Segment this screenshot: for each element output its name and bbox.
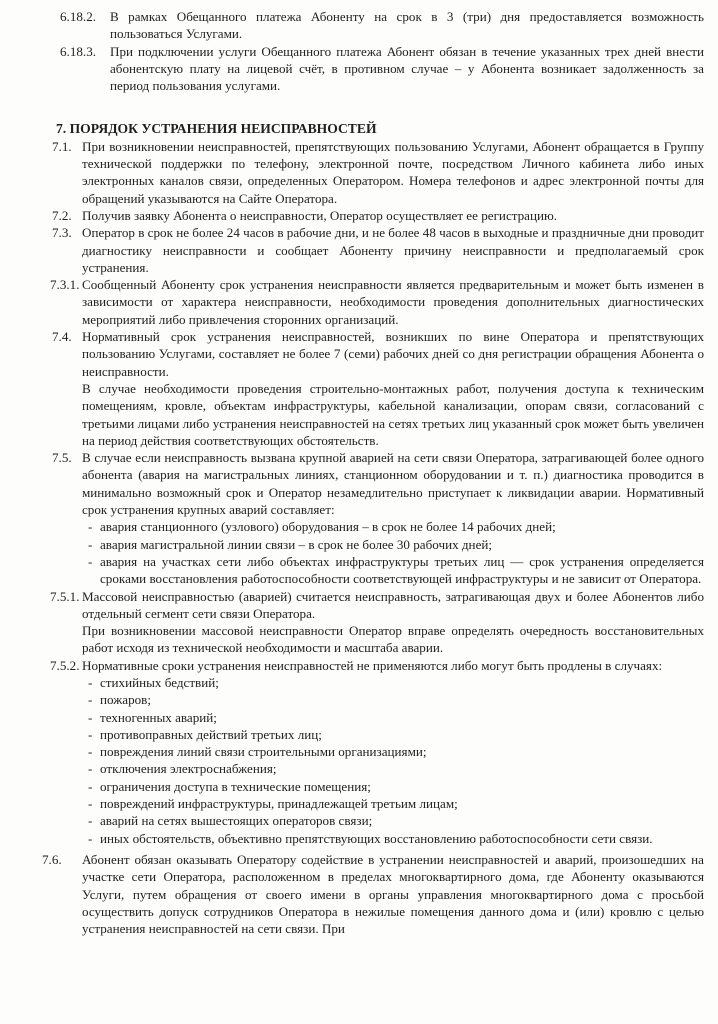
dash-marker: -	[88, 796, 93, 812]
clause-text: Сообщенный Абоненту срок устранения неисправности является предварительным и может быть изменен в зависимости от характера неисправности, необходимости проведения дополнительных диагностических мероприятий либо привлечения сторонних организаций.	[82, 277, 704, 327]
list-item-text: пожаров;	[100, 692, 152, 708]
clause-text: Оператор в срок не более 24 часов в рабочие дни, и не более 48 часов в выходные и праздничные дни проводит диагностику неисправности и сообщает Абоненту причину неисправности и предполагаемый срок устранения.	[82, 225, 704, 275]
clause-text: Нормативный срок устранения неисправностей, возникших по вине Оператора и препятствующих пользованию Услугами, составляет не более 7 (семи) рабочих дней со дня регистрации обращения Абонента о неисправности.	[82, 329, 704, 379]
clause-6-18-2	[60, 8, 704, 43]
list-item	[88, 674, 704, 691]
section-heading	[56, 120, 704, 137]
list-item	[88, 795, 704, 812]
dash-marker: -	[88, 553, 93, 569]
list-item	[88, 691, 704, 708]
clause-text: Получив заявку Абонента о неисправности, Оператор осуществляет ее регистрацию.	[82, 207, 558, 223]
clause-7-6	[42, 851, 704, 937]
dash-marker: -	[88, 519, 93, 535]
list-item-text: техногенных аварий;	[100, 709, 217, 725]
list-item-text: авария станционного (узлового) оборудования – в срок не более 14 рабочих дней;	[100, 519, 556, 535]
clause-number: 7.4.	[52, 329, 72, 345]
clause-text: При возникновении неисправностей, препятствующих пользованию Услугами, Абонент обращается в Группу технической поддержки по телефону, электронной почте, посредством Личного кабинета либо иных электронных каналов связи, определенных Оператором. Номера телефонов и адрес электронной почты для обращений указываются на Сайте Оператора.	[82, 138, 704, 206]
list-item-text: стихийных бедствий;	[100, 674, 219, 690]
list-item	[88, 830, 704, 847]
dash-marker: -	[88, 744, 93, 760]
list-item	[88, 726, 704, 743]
clause-number: 7.5.	[52, 450, 72, 466]
list-item-text: отключения электроснабжения;	[100, 761, 277, 777]
clause-7-5-1	[52, 588, 704, 657]
clause-7-4	[52, 328, 704, 449]
list-item-text: ограничения доступа в технические помещения;	[100, 778, 371, 794]
list-item-text: авария магистральной линии связи – в срок не более 30 рабочих дней;	[100, 536, 493, 552]
dash-marker: -	[88, 813, 93, 829]
clause-number: 7.3.	[52, 225, 72, 241]
list-item	[88, 518, 704, 535]
clause-number: 7.5.1.	[50, 588, 80, 604]
dash-marker: -	[88, 674, 93, 690]
clause-text: Нормативные сроки устранения неисправностей не применяются либо могут быть продлены в случаях:	[82, 657, 663, 673]
list-item-text: аварий на сетях вышестоящих операторов связи;	[100, 813, 373, 829]
clause-text: В рамках Обещанного платежа Абоненту на срок в 3 (три) дня предоставляется возможность пользоваться Услугами.	[110, 9, 704, 42]
list-item-text: противоправных действий третьих лиц;	[100, 726, 322, 742]
clause-text: Абонент обязан оказывать Оператору содействие в устранении неисправностей и аварий, произошедших на участке сети Оператора, расположенном в пределах многоквартирного дома, где Абоненту оказываются Услуги, путем обращения от своего имени в органы управления многоквартирного дома с просьбой осуществить допуск сотрудников Оператора в нежилые помещения данного дома и (или) кровлю с целью устранения неисправностей на сети связи. При	[82, 851, 704, 937]
clause-6-18-3	[60, 43, 704, 95]
clause-number: 7.6.	[42, 851, 62, 867]
list-item	[88, 709, 704, 726]
list-item-text: иных обстоятельств, объективно препятствующих восстановлению работоспособности сети связи.	[100, 830, 653, 846]
clause-paragraph: В случае необходимости проведения строительно-монтажных работ, получения доступа к техническим помещениям, кровле, объектам инфраструктуры, кабельной канализации, опорам связи, согласований с третьими лицами либо устранения неисправностей на сетях третьих лиц указанный срок может быть увеличен на период действия соответствующих обстоятельств.	[82, 380, 704, 448]
clause-number: 7.5.2.	[50, 657, 80, 673]
list-item	[88, 743, 704, 760]
list-item-text: повреждений инфраструктуры, принадлежащей третьим лицам;	[100, 796, 458, 812]
clause-number: 7.1.	[52, 138, 72, 154]
clause-number: 7.3.1.	[50, 277, 80, 293]
clause-text: Массовой неисправностью (аварией) считается неисправность, затрагивающая двух и более Абонентов либо отдельный сегмент сети связи Оператора.	[82, 588, 704, 621]
clause-7-2	[52, 207, 704, 224]
dash-marker: -	[88, 761, 93, 777]
clause-7-3	[52, 224, 704, 276]
clause-text: В случае если неисправность вызвана крупной аварией на сети связи Оператора, затрагивающей более одного абонента (авария на магистральных линиях, станционном оборудовании и т. п.) диагностика проводится в минимально возможный срок и Оператор незамедлительно приступает к ликвидации аварии. Нормативный срок устранения крупных аварий составляет:	[82, 450, 704, 518]
section-number: 7.	[56, 121, 67, 137]
clause-paragraph: При возникновении массовой неисправности Оператор вправе определять очередность восстановительных работ исходя из технической необходимости и масштаба аварии.	[82, 623, 704, 656]
clause-number: 6.18.3.	[60, 43, 97, 59]
dash-marker: -	[88, 778, 93, 794]
list-item	[88, 812, 704, 829]
section-title: ПОРЯДОК УСТРАНЕНИЯ НЕИСПРАВНОСТЕЙ	[69, 121, 377, 137]
dash-marker: -	[88, 726, 93, 742]
dash-marker: -	[88, 830, 93, 846]
clause-text: При подключении услуги Обещанного платежа Абонент обязан в течение указанных трех дней внести абонентскую плату на лицевой счёт, в противном случае – у Абонента возникает задолженность за период пользования услугами.	[110, 43, 704, 94]
clause-number: 7.2.	[52, 207, 72, 223]
clause-7-3-1	[52, 276, 704, 328]
clause-number: 6.18.2.	[60, 9, 97, 24]
list-item-text: повреждения линий связи строительными организациями;	[100, 744, 427, 760]
dash-marker: -	[88, 709, 93, 725]
dash-marker: -	[88, 536, 93, 552]
clause-7-5-2	[52, 657, 704, 847]
dash-marker: -	[88, 692, 93, 708]
list-item-text: авария на участках сети либо объектах инфраструктуры третьих лиц — срок устранения определяется сроками восстановления работоспособности соответствующей инфраструктуры и не зависит от Оператора.	[100, 553, 704, 587]
list-item	[88, 536, 704, 553]
clause-7-1	[52, 138, 704, 207]
list-item	[88, 553, 704, 588]
list-item	[88, 778, 704, 795]
clause-7-5	[52, 449, 704, 587]
list-item	[88, 760, 704, 777]
